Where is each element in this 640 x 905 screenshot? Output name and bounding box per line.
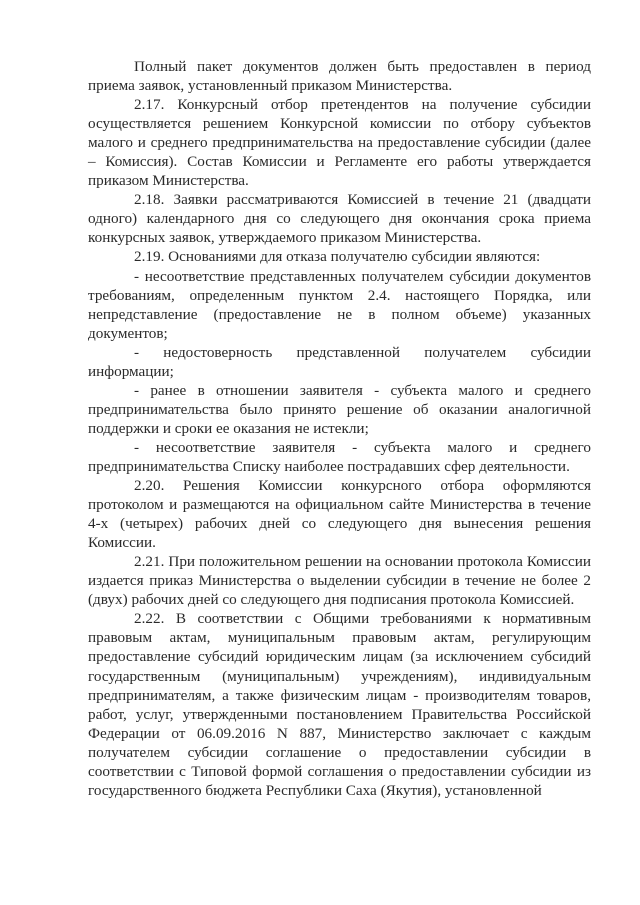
paragraph-2-20: 2.20. Решения Комиссии конкурсного отбора оформляются протоколом и размещаются на официальном сайте Министерства в течение 4-х (четырех) рабочих дней со следующего дня вынесения решения Комиссии. <box>88 477 591 552</box>
list-item-refusal-documents: - несоответствие представленных получателем субсидии документов требованиям, определенным пунктом 2.4. настоящего Порядка, или непредставление (предоставление не в полном объеме) указанных документов; <box>88 267 591 342</box>
list-item-refusal-sector-mismatch: - несоответствие заявителя - субъекта малого и среднего предпринимательства Списку наиболее пострадавших сфер деятельности. <box>88 438 591 475</box>
paragraph-2-21: 2.21. При положительном решении на основании протокола Комиссии издается приказ Министерства о выделении субсидии в течение не более 2 (двух) рабочих дней со следующего дня подписания протокола Комиссией. <box>88 553 591 609</box>
paragraph-2-22: 2.22. В соответствии с Общими требованиями к нормативным правовым актам, муниципальным правовым актам, регулирующим предоставление субсидий юридическим лицам (за исключением субсидий государственным (муниципальным) учреждениям), индивидуальным предпринимателям, а также физическим лицам - производителям товаров, работ, услуг, утвержденными постановлением Правительства Российской Федерации от 06.09.2016 N 887, Министерство заключает с каждым получателем субсидии соглашение о предоставлении субсидии в соответствии с Типовой формой соглашения о предоставлении субсидии из государственного бюджета Республики Саха (Якутия), установленной <box>88 610 591 799</box>
document-body <box>88 57 591 800</box>
list-item-refusal-prior-support: - ранее в отношении заявителя - субъекта малого и среднего предпринимательства было принято решение об оказании аналогичной поддержки и сроки ее оказания не истекли; <box>88 381 591 437</box>
paragraph-documents-package: Полный пакет документов должен быть предоставлен в период приема заявок, установленный приказом Министерства. <box>88 58 591 95</box>
paragraph-2-18: 2.18. Заявки рассматриваются Комиссией в течение 21 (двадцати одного) календарного дня со следующего дня окончания срока приема конкурсных заявок, утверждаемого приказом Министерства. <box>88 191 591 247</box>
paragraph-2-17: 2.17. Конкурсный отбор претендентов на получение субсидии осуществляется решением Конкурсной комиссии по отбору субъектов малого и среднего предпринимательства на предоставление субсидии (далее – Комиссия). Состав Комиссии и Регламенте его работы утверждается приказом Министерства. <box>88 96 591 190</box>
paragraph-2-19: 2.19. Основаниями для отказа получателю субсидии являются: <box>134 248 541 266</box>
list-item-refusal-unreliable-info: - недостоверность представленной получателем субсидии информации; <box>88 343 591 380</box>
